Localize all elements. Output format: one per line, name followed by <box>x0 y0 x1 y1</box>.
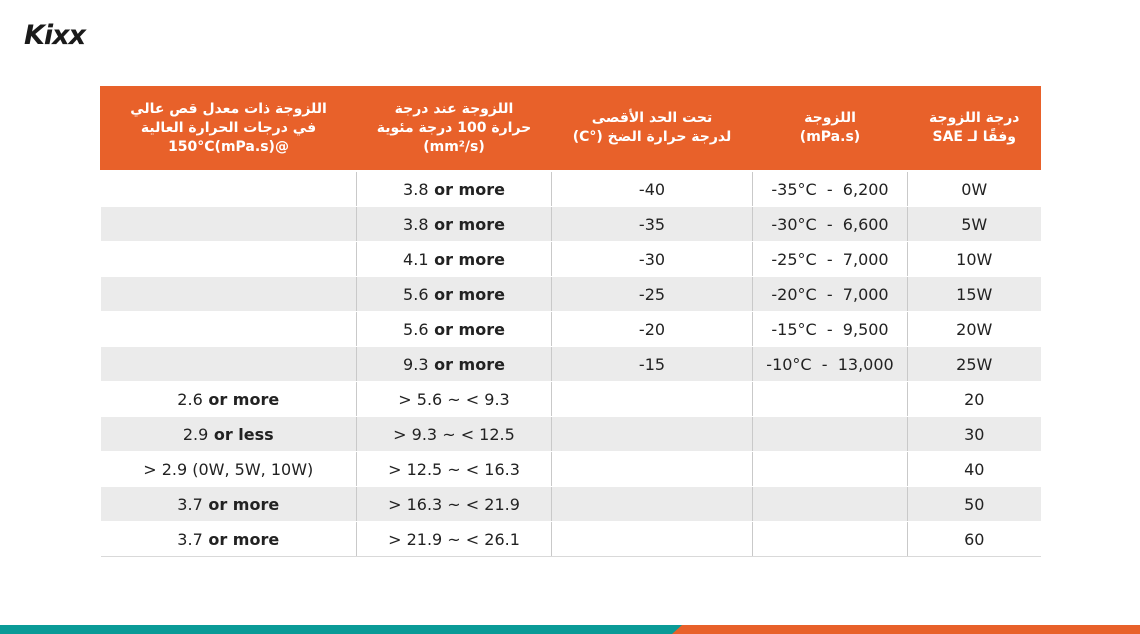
cell-pumping-temperature: -35 <box>552 207 753 242</box>
cell-pumping-temperature <box>552 452 753 487</box>
cell-kinematic-viscosity <box>357 382 552 417</box>
cell-pumping-temperature <box>552 487 753 522</box>
cell-hths-viscosity <box>101 312 357 347</box>
cell-kinematic-viscosity-value: > 5.6 ~ < 9.3 <box>398 389 510 409</box>
cell-hths-viscosity-qualifier: or more <box>202 494 280 514</box>
cell-hths-viscosity <box>101 522 357 557</box>
cell-cold-cranking <box>753 522 908 557</box>
cell-cold-cranking: -20°C - 7,000 <box>753 277 908 312</box>
cell-sae-grade: 0W <box>908 171 1041 207</box>
cell-sae-grade: 50 <box>908 487 1041 522</box>
cell-pumping-temperature <box>552 522 753 557</box>
cell-cold-cranking: -25°C - 7,000 <box>753 242 908 277</box>
cell-cold-cranking <box>753 382 908 417</box>
cell-cold-cranking: -10°C - 13,000 <box>753 347 908 382</box>
cell-hths-viscosity-qualifier: or less <box>208 424 274 444</box>
table-row <box>101 277 1041 312</box>
cell-kinematic-viscosity-qualifier: or more <box>428 214 505 234</box>
table-row <box>101 522 1041 557</box>
header-hths-viscosity: اللزوجة ذات معدل قص عالي في درجات الحرارة العالية @150°C(mPa.s) <box>101 86 357 171</box>
cell-kinematic-viscosity <box>357 522 552 557</box>
cell-kinematic-viscosity-qualifier: or more <box>428 284 505 304</box>
cell-kinematic-viscosity <box>357 207 552 242</box>
cell-kinematic-viscosity-qualifier: or more <box>428 319 505 339</box>
cell-sae-grade: 40 <box>908 452 1041 487</box>
cell-hths-viscosity <box>101 382 357 417</box>
cell-kinematic-viscosity-value: 5.6 <box>403 284 429 304</box>
cell-cold-cranking <box>753 417 908 452</box>
cell-kinematic-viscosity-qualifier: or more <box>428 249 505 269</box>
cell-sae-grade: 15W <box>908 277 1041 312</box>
cell-hths-viscosity-value: 3.7 <box>177 494 203 514</box>
cell-pumping-temperature: -40 <box>552 171 753 207</box>
table-row <box>101 417 1041 452</box>
cell-hths-viscosity <box>101 452 357 487</box>
cell-cold-cranking <box>753 452 908 487</box>
cell-hths-viscosity-qualifier: or more <box>202 529 280 549</box>
cell-pumping-temperature: -30 <box>552 242 753 277</box>
table-body <box>101 171 1041 557</box>
header-cold-cranking-viscosity: اللزوجة (mPa.s) <box>753 86 908 171</box>
footer-teal-bar <box>0 625 682 634</box>
cell-kinematic-viscosity <box>357 347 552 382</box>
cell-sae-grade: 20W <box>908 312 1041 347</box>
cell-pumping-temperature <box>552 417 753 452</box>
cell-hths-viscosity <box>101 242 357 277</box>
cell-hths-viscosity <box>101 487 357 522</box>
cell-sae-grade: 10W <box>908 242 1041 277</box>
table-row <box>101 171 1041 207</box>
cell-pumping-temperature: -25 <box>552 277 753 312</box>
cell-kinematic-viscosity-value: 3.8 <box>403 214 429 234</box>
cell-kinematic-viscosity-value: > 16.3 ~ < 21.9 <box>388 494 520 514</box>
cell-hths-viscosity <box>101 207 357 242</box>
cell-cold-cranking: -35°C - 6,200 <box>753 171 908 207</box>
cell-kinematic-viscosity-qualifier: or more <box>428 179 505 199</box>
kixx-logo: Kixx <box>24 20 86 51</box>
table-row <box>101 207 1041 242</box>
footer-orange-bar <box>672 625 1140 634</box>
cell-kinematic-viscosity-value: 5.6 <box>403 319 429 339</box>
cell-hths-viscosity-value: 3.7 <box>177 529 203 549</box>
header-kinematic-viscosity-100c: اللزوجة عند درجة حرارة 100 درجة مئوية (mm²/s) <box>357 86 552 171</box>
cell-hths-viscosity-value: 2.6 <box>177 389 203 409</box>
cell-hths-viscosity <box>101 347 357 382</box>
cell-kinematic-viscosity-value: > 12.5 ~ < 16.3 <box>388 459 520 479</box>
cell-pumping-temperature <box>552 382 753 417</box>
sae-viscosity-table <box>100 86 1041 557</box>
header-sae-grade: درجة اللزوجة وفقًا لـ SAE <box>908 86 1041 171</box>
cell-kinematic-viscosity-qualifier: or more <box>428 354 505 374</box>
cell-kinematic-viscosity-value: > 21.9 ~ < 26.1 <box>388 529 520 549</box>
cell-kinematic-viscosity <box>357 417 552 452</box>
cell-sae-grade: 60 <box>908 522 1041 557</box>
table-row <box>101 347 1041 382</box>
cell-kinematic-viscosity-value: > 9.3 ~ < 12.5 <box>393 424 515 444</box>
table-header-row <box>101 86 1041 171</box>
cell-kinematic-viscosity <box>357 452 552 487</box>
cell-kinematic-viscosity <box>357 242 552 277</box>
cell-sae-grade: 30 <box>908 417 1041 452</box>
table-row <box>101 312 1041 347</box>
table-row <box>101 452 1041 487</box>
header-max-pumping-temperature: تحت الحد الأقصى لدرجة حرارة الضخ (°C) <box>552 86 753 171</box>
cell-hths-viscosity <box>101 417 357 452</box>
table-row <box>101 242 1041 277</box>
cell-kinematic-viscosity <box>357 312 552 347</box>
cell-kinematic-viscosity <box>357 487 552 522</box>
cell-hths-viscosity-qualifier: or more <box>202 389 280 409</box>
table-row <box>101 487 1041 522</box>
cell-kinematic-viscosity <box>357 277 552 312</box>
cell-kinematic-viscosity <box>357 171 552 207</box>
cell-hths-viscosity <box>101 277 357 312</box>
cell-cold-cranking: -30°C - 6,600 <box>753 207 908 242</box>
cell-hths-viscosity-value: > 2.9 (0W, 5W, 10W) <box>143 459 314 479</box>
cell-kinematic-viscosity-value: 4.1 <box>403 249 429 269</box>
cell-pumping-temperature: -15 <box>552 347 753 382</box>
cell-cold-cranking <box>753 487 908 522</box>
cell-kinematic-viscosity-value: 3.8 <box>403 179 429 199</box>
cell-kinematic-viscosity-value: 9.3 <box>403 354 429 374</box>
cell-sae-grade: 5W <box>908 207 1041 242</box>
cell-sae-grade: 25W <box>908 347 1041 382</box>
cell-sae-grade: 20 <box>908 382 1041 417</box>
cell-pumping-temperature: -20 <box>552 312 753 347</box>
cell-hths-viscosity <box>101 171 357 207</box>
table-row <box>101 382 1041 417</box>
cell-cold-cranking: -15°C - 9,500 <box>753 312 908 347</box>
cell-hths-viscosity-value: 2.9 <box>182 424 209 444</box>
